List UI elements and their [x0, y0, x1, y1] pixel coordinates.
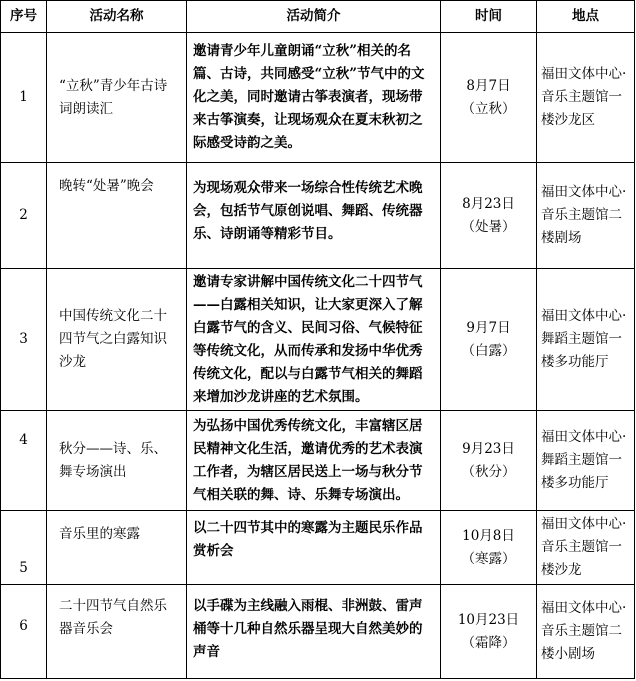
time-solar-term: （白露）	[461, 342, 516, 359]
table-row	[1, 269, 635, 411]
activity-description: 邀请青少年儿童朗诵“立秋”相关的名篇、古诗，共同感受“立秋”节气中的文化之美，同时邀请古筝表演者，现场带来古筝演奏，让现场观众在夏末秋初之际感受诗韵之美。	[187, 33, 441, 163]
activity-location: 福田文体中心·音乐主题馆一楼沙龙区	[537, 33, 635, 163]
time-solar-term: （霜降）	[461, 634, 516, 651]
header-time: 时间	[441, 1, 537, 33]
activity-name: 秋分——诗、乐、舞专场演出	[47, 411, 187, 511]
row-index: 2	[1, 163, 47, 269]
activity-name: 中国传统文化二十四节气之白露知识沙龙	[47, 269, 187, 411]
activity-location: 福田文体中心·舞蹈主题馆一楼多功能厅	[537, 411, 635, 511]
activity-name: “立秋”青少年古诗词朗读汇	[47, 33, 187, 163]
table-row	[1, 163, 635, 269]
header-index: 序号	[1, 1, 47, 33]
time-solar-term: （立秋）	[461, 100, 516, 117]
activity-location: 福田文体中心·音乐主题馆一楼沙龙	[537, 511, 635, 585]
row-index: 1	[1, 33, 47, 163]
time-date: 8月23日	[462, 195, 515, 212]
time-date: 10月23日	[457, 611, 520, 628]
header-location: 地点	[537, 1, 635, 33]
activity-time	[441, 269, 537, 411]
activity-description: 为弘扬中国优秀传统文化，丰富辖区居民精神文化生活，邀请优秀的艺术表演工作者，为辖区居民送上一场与秋分节气相关联的舞、诗、乐舞专场演出。	[187, 411, 441, 511]
time-date: 10月8日	[462, 527, 515, 544]
table-row	[1, 585, 635, 679]
table-header-row	[1, 1, 635, 33]
time-solar-term: （处暑）	[461, 218, 516, 235]
row-index: 5	[1, 511, 47, 585]
table-row	[1, 33, 635, 163]
activity-description: 邀请专家讲解中国传统文化二十四节气——白露相关知识，让大家更深入了解白露节气的含义、民间习俗、气候特征等传统文化，从而传承和发扬中华优秀传统文化，配以与白露节气相关的舞蹈来增加沙龙讲座的艺术氛围。	[187, 269, 441, 411]
row-index: 4	[1, 411, 47, 511]
activity-name: 二十四节气自然乐器音乐会	[47, 585, 187, 679]
activity-time	[441, 411, 537, 511]
time-solar-term: （秋分）	[461, 463, 516, 480]
row-index: 6	[1, 585, 47, 679]
activity-location: 福田文体中心·音乐主题馆二楼剧场	[537, 163, 635, 269]
header-name: 活动名称	[47, 1, 187, 33]
table-row	[1, 411, 635, 511]
activity-name: 音乐里的寒露	[47, 511, 187, 585]
table-row	[1, 511, 635, 585]
time-date: 9月7日	[466, 319, 511, 336]
header-description: 活动简介	[187, 1, 441, 33]
time-solar-term: （寒露）	[461, 550, 516, 567]
time-date: 8月7日	[466, 77, 511, 94]
activity-location: 福田文体中心·音乐主题馆二楼小剧场	[537, 585, 635, 679]
activity-time	[441, 33, 537, 163]
activity-location: 福田文体中心·舞蹈主题馆一楼多功能厅	[537, 269, 635, 411]
activity-name: 晚转“处暑”晚会	[47, 163, 187, 269]
time-date: 9月23日	[462, 440, 515, 457]
activity-time	[441, 163, 537, 269]
activity-description: 以二十四节其中的寒露为主题民乐作品赏析会	[187, 511, 441, 585]
activity-description: 以手碟为主线融入雨棍、非洲鼓、雷声桶等十几种自然乐器呈现大自然美妙的声音	[187, 585, 441, 679]
activity-description: 为现场观众带来一场综合性传统艺术晚会，包括节气原创说唱、舞蹈、传统器乐、诗朗诵等精彩节目。	[187, 163, 441, 269]
activity-time	[441, 511, 537, 585]
row-index: 3	[1, 269, 47, 411]
activity-time	[441, 585, 537, 679]
